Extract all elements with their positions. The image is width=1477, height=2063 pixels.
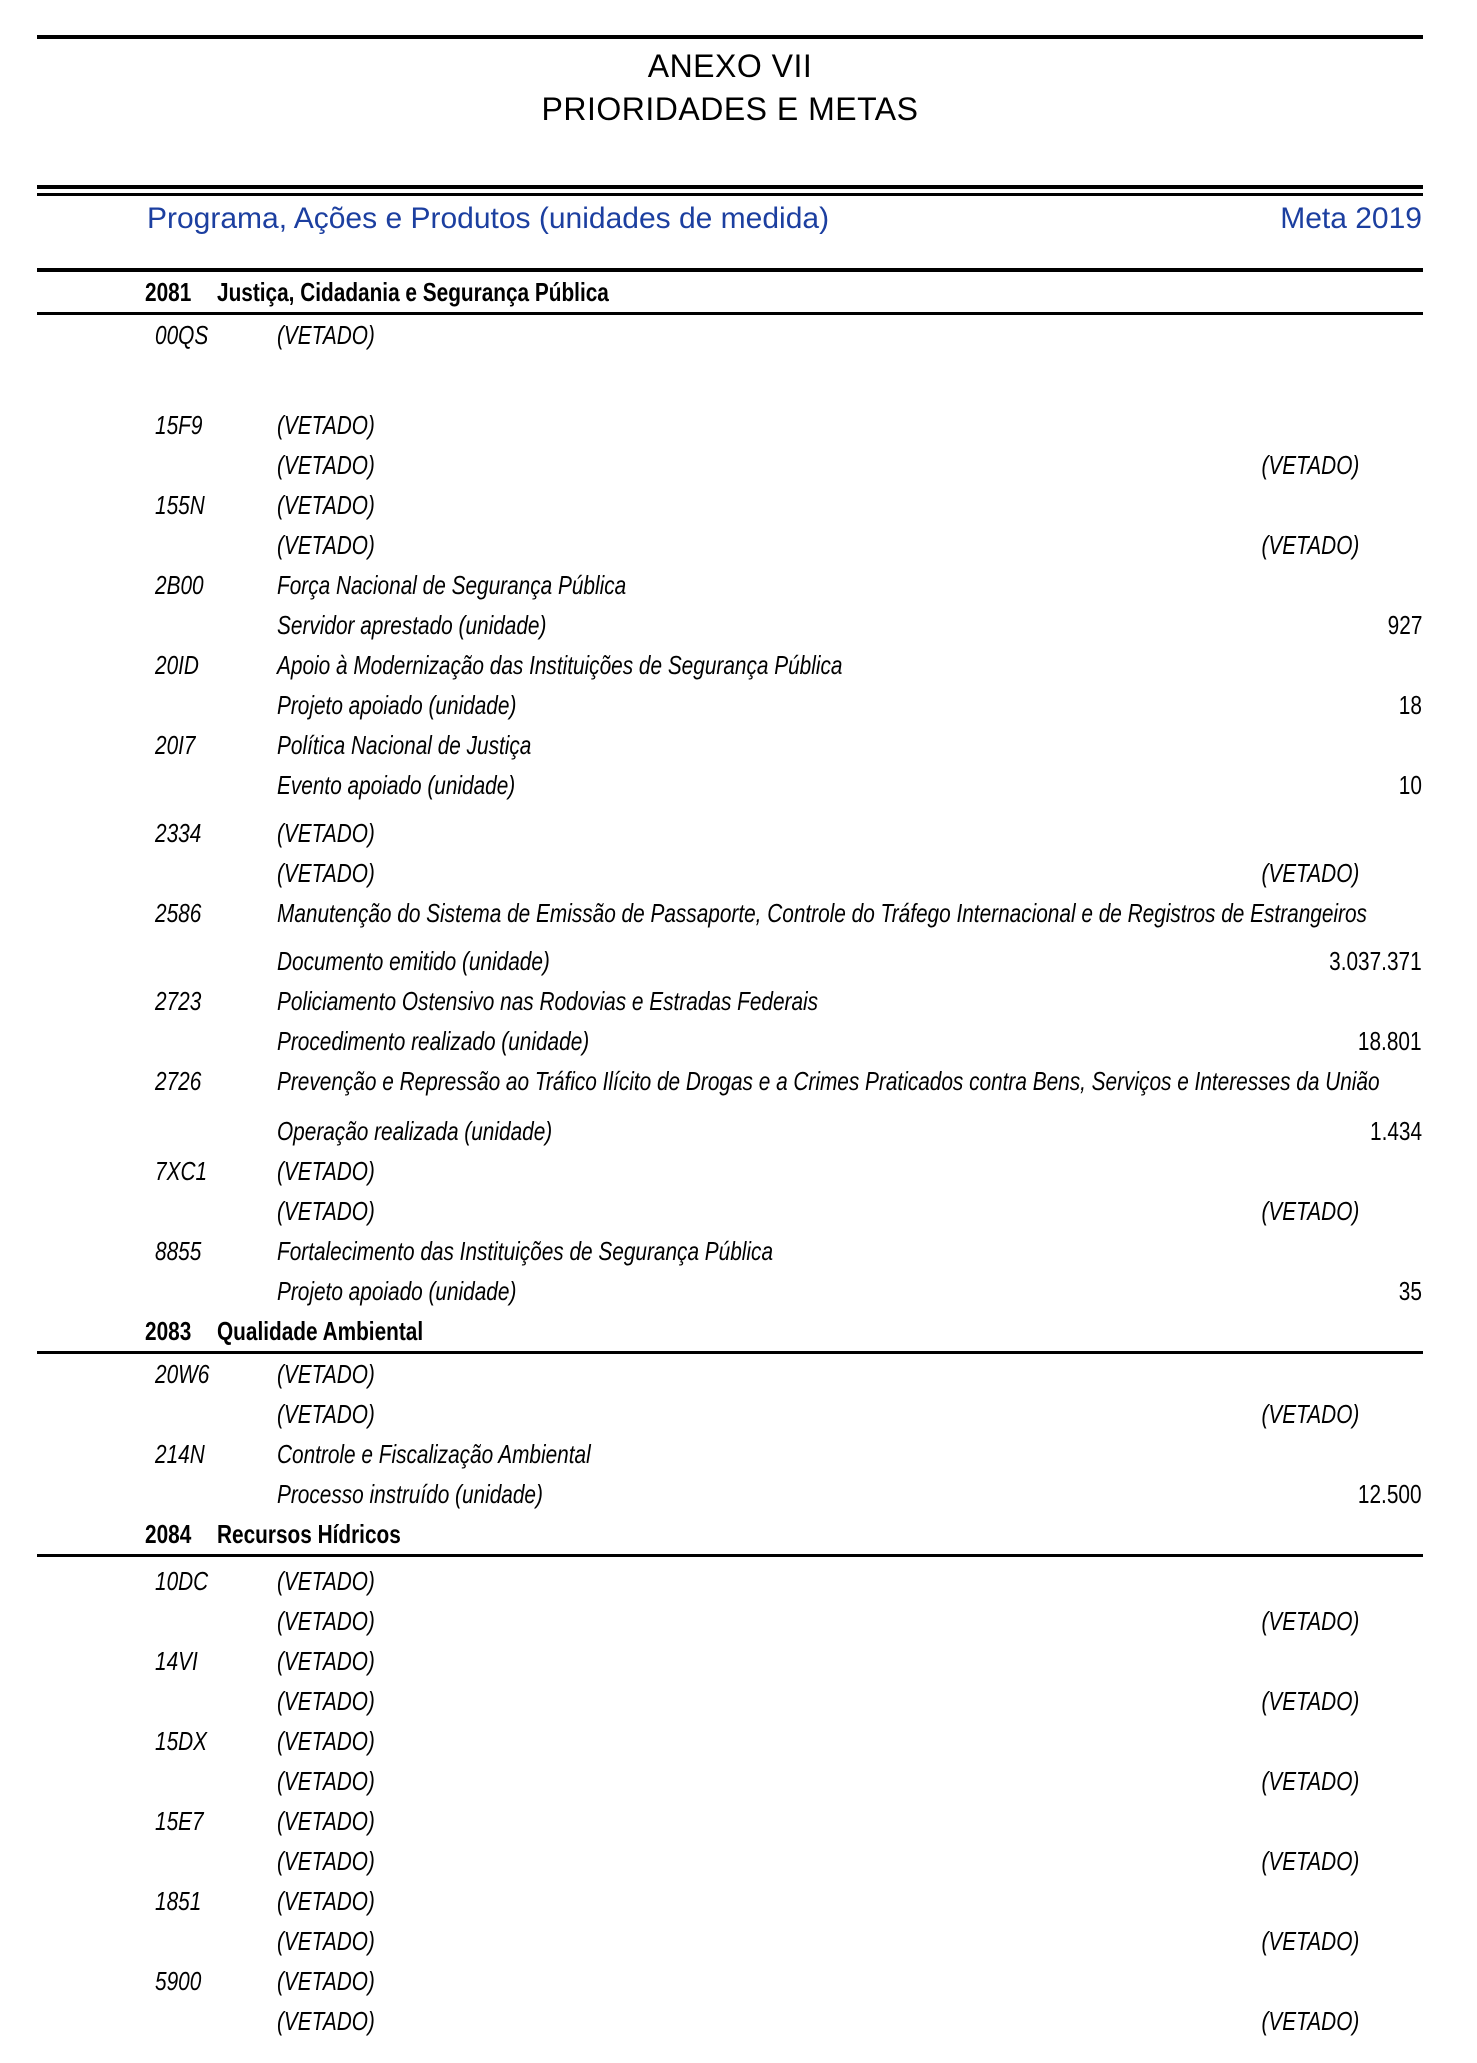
action-code: 14VI [155, 1646, 198, 1676]
action-row [37, 405, 1423, 445]
product-description: (VETADO) [277, 858, 375, 888]
section-row [37, 272, 1423, 315]
action-row [37, 1561, 1423, 1601]
row-gap [37, 355, 1423, 405]
action-row [37, 1151, 1423, 1191]
program-code: 2083 [145, 1316, 192, 1346]
table-body [37, 272, 1423, 2041]
meta-value: 927 [1387, 610, 1422, 640]
action-code: 15DX [155, 1726, 208, 1756]
action-row [37, 1231, 1423, 1271]
row-gap [37, 805, 1423, 813]
action-description: (VETADO) [277, 1566, 375, 1596]
action-row [37, 1354, 1423, 1394]
product-description: (VETADO) [277, 530, 375, 560]
meta-value: 12.500 [1358, 1479, 1422, 1509]
product-description: Documento emitido (unidade) [277, 946, 550, 976]
product-description: (VETADO) [277, 1846, 375, 1876]
meta-value: 18 [1398, 690, 1422, 720]
product-row [37, 1474, 1423, 1514]
action-description: Controle e Fiscalização Ambiental [277, 1439, 591, 1469]
action-row [37, 485, 1423, 525]
action-description: Prevenção e Repressão ao Tráfico Ilícito de Drogas e a Crimes Praticados contra Bens, Serviços e Interesses da União [277, 1066, 1380, 1096]
action-description: (VETADO) [277, 1966, 375, 1996]
meta-value: (VETADO) [1261, 450, 1359, 480]
action-code: 8855 [155, 1236, 202, 1266]
action-code: 20I7 [155, 730, 196, 760]
meta-value: (VETADO) [1261, 530, 1359, 560]
table-top-double-rule [37, 185, 1423, 196]
product-row [37, 605, 1423, 645]
column-header-meta: Meta 2019 [1280, 202, 1422, 235]
product-description: Projeto apoiado (unidade) [277, 690, 517, 720]
meta-value: (VETADO) [1261, 1686, 1359, 1716]
product-description: Servidor aprestado (unidade) [277, 610, 547, 640]
action-description: (VETADO) [277, 1726, 375, 1756]
product-description: Projeto apoiado (unidade) [277, 1276, 517, 1306]
program-title: Recursos Hídricos [217, 1519, 401, 1549]
action-row [37, 1641, 1423, 1681]
action-code: 2723 [155, 986, 202, 1016]
section-row [37, 1311, 1423, 1354]
action-description: Fortalecimento das Instituições de Segurança Pública [277, 1236, 774, 1266]
action-description: Apoio à Modernização das Instituições de Segurança Pública [277, 650, 843, 680]
action-description: (VETADO) [277, 410, 375, 440]
action-code: 20W6 [155, 1359, 210, 1389]
meta-value: 1.434 [1369, 1116, 1422, 1146]
action-row [37, 1721, 1423, 1761]
action-description: (VETADO) [277, 1156, 375, 1186]
section-row [37, 1514, 1423, 1557]
program-code: 2084 [145, 1519, 192, 1549]
product-row [37, 853, 1423, 893]
action-description: Força Nacional de Segurança Pública [277, 570, 627, 600]
product-description: (VETADO) [277, 1766, 375, 1796]
meta-value: (VETADO) [1261, 1399, 1359, 1429]
action-code: 10DC [155, 1566, 209, 1596]
meta-value: (VETADO) [1261, 858, 1359, 888]
product-description: (VETADO) [277, 1399, 375, 1429]
product-row [37, 941, 1423, 981]
action-row [37, 981, 1423, 1021]
product-row [37, 2001, 1423, 2041]
product-description: Procedimento realizado (unidade) [277, 1026, 590, 1056]
action-code: 2726 [155, 1066, 202, 1096]
action-code: 2B00 [155, 570, 204, 600]
column-header-programs: Programa, Ações e Produtos (unidades de medida) [147, 202, 830, 235]
program-title: Qualidade Ambiental [217, 1316, 424, 1346]
product-description: (VETADO) [277, 1196, 375, 1226]
meta-value: (VETADO) [1261, 1846, 1359, 1876]
product-row [37, 1681, 1423, 1721]
product-row [37, 445, 1423, 485]
top-rule [37, 35, 1423, 39]
action-code: 7XC1 [155, 1156, 208, 1186]
product-row [37, 685, 1423, 725]
meta-value: 35 [1398, 1276, 1422, 1306]
action-description: (VETADO) [277, 1886, 375, 1916]
meta-value: 10 [1398, 770, 1422, 800]
action-description: (VETADO) [277, 1359, 375, 1389]
action-description: Política Nacional de Justiça [277, 730, 532, 760]
action-description: (VETADO) [277, 490, 375, 520]
action-row [37, 1434, 1423, 1474]
product-row [37, 1021, 1423, 1061]
action-row [37, 1801, 1423, 1841]
product-description: (VETADO) [277, 450, 375, 480]
product-description: Processo instruído (unidade) [277, 1479, 543, 1509]
action-description: (VETADO) [277, 1646, 375, 1676]
action-row [37, 1061, 1423, 1101]
annex-subtitle: PRIORIDADES E METAS [541, 91, 919, 127]
action-description: Policiamento Ostensivo nas Rodovias e Estradas Federais [277, 986, 819, 1016]
product-row [37, 1921, 1423, 1961]
document-title [37, 45, 1423, 131]
action-row [37, 813, 1423, 853]
action-row [37, 725, 1423, 765]
meta-value: 3.037.371 [1329, 946, 1422, 976]
product-row [37, 1394, 1423, 1434]
action-code: 2334 [155, 818, 202, 848]
table-column-header [37, 196, 1423, 272]
program-title: Justiça, Cidadania e Segurança Pública [217, 277, 609, 307]
product-row [37, 1601, 1423, 1641]
action-row [37, 1881, 1423, 1921]
action-code: 155N [155, 490, 205, 520]
meta-value: 18.801 [1358, 1026, 1422, 1056]
product-row [37, 765, 1423, 805]
row-gap [37, 933, 1423, 941]
product-description: (VETADO) [277, 1686, 375, 1716]
action-description: (VETADO) [277, 320, 375, 350]
action-code: 20ID [155, 650, 199, 680]
meta-value: (VETADO) [1261, 1766, 1359, 1796]
product-row [37, 525, 1423, 565]
action-code: 214N [155, 1439, 205, 1469]
meta-value: (VETADO) [1261, 1926, 1359, 1956]
product-description: (VETADO) [277, 1606, 375, 1636]
meta-value: (VETADO) [1261, 1606, 1359, 1636]
product-row [37, 1191, 1423, 1231]
product-description: Operação realizada (unidade) [277, 1116, 553, 1146]
action-code: 15F9 [155, 410, 203, 440]
action-row [37, 645, 1423, 685]
product-row [37, 1111, 1423, 1151]
product-row [37, 1761, 1423, 1801]
action-code: 2586 [155, 898, 202, 928]
action-row [37, 315, 1423, 355]
action-description: (VETADO) [277, 1806, 375, 1836]
action-code: 00QS [155, 320, 209, 350]
action-code: 5900 [155, 1966, 202, 1996]
action-row [37, 1961, 1423, 2001]
action-row [37, 565, 1423, 605]
product-description: Evento apoiado (unidade) [277, 770, 516, 800]
product-row [37, 1841, 1423, 1881]
product-description: (VETADO) [277, 2006, 375, 2036]
action-description: (VETADO) [277, 818, 375, 848]
action-code: 1851 [155, 1886, 202, 1916]
action-code: 15E7 [155, 1806, 204, 1836]
row-gap [37, 1101, 1423, 1111]
product-description: (VETADO) [277, 1926, 375, 1956]
annex-title: ANEXO VII [647, 48, 813, 84]
action-row [37, 893, 1423, 933]
meta-value: (VETADO) [1261, 2006, 1359, 2036]
page-content [37, 35, 1423, 2041]
program-code: 2081 [145, 277, 192, 307]
meta-value: (VETADO) [1261, 1196, 1359, 1226]
action-description: Manutenção do Sistema de Emissão de Passaporte, Controle do Tráfego Internacional e de Registros de Estrangeiros [277, 898, 1367, 928]
product-row [37, 1271, 1423, 1311]
